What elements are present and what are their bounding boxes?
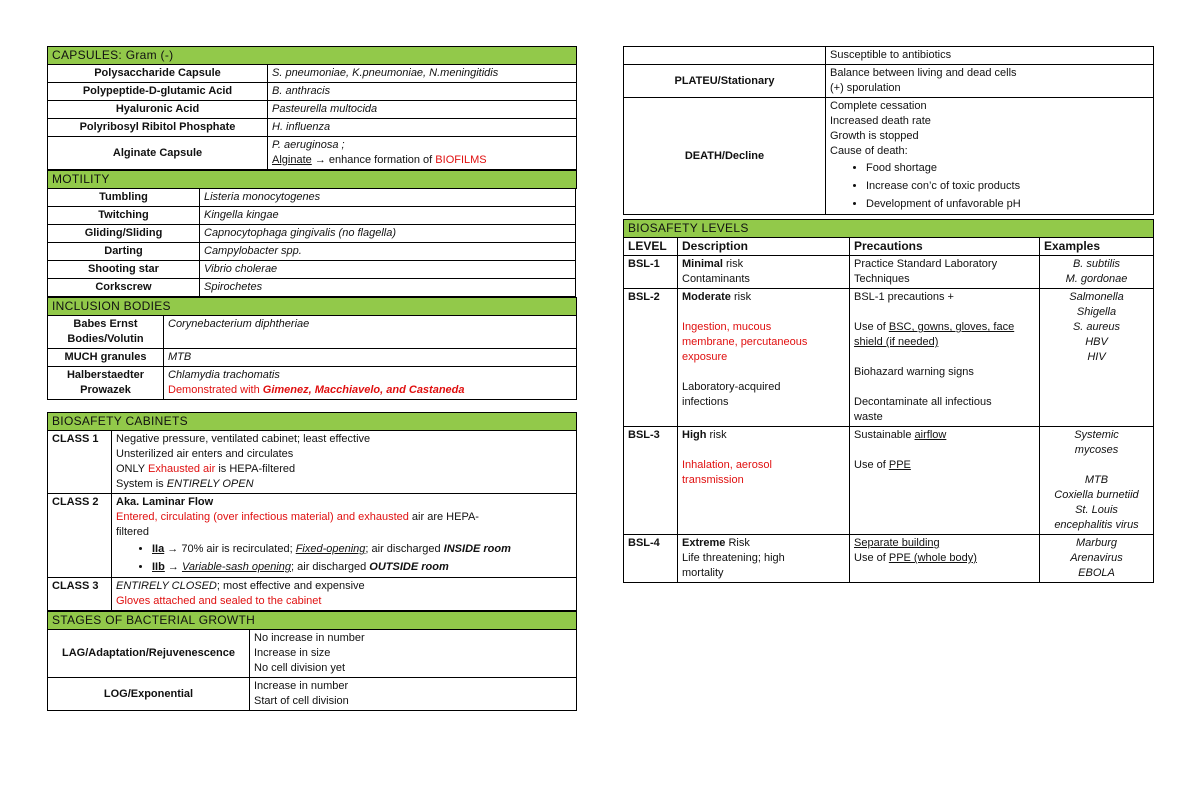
text: St. Louis xyxy=(1075,504,1118,516)
arrow-icon: → xyxy=(314,154,326,166)
motility-name: Darting xyxy=(48,243,200,261)
text: Biohazard warning signs xyxy=(854,366,974,378)
text: ; air discharged xyxy=(365,543,444,555)
spacer xyxy=(576,207,577,225)
class3-line: Gloves attached and sealed to the cabinet xyxy=(116,595,322,607)
list-item: • Development of unfavorable pH xyxy=(866,195,1149,213)
text: ONLY xyxy=(116,463,148,475)
text: Decontaminate all infectious xyxy=(854,396,992,408)
text: Balance between living and dead cells xyxy=(830,67,1017,79)
class1-line: Unsterilized air enters and circulates xyxy=(116,448,294,460)
text: Entered, circulating (over infectious material) and exhausted xyxy=(116,511,409,523)
text: Contaminants xyxy=(682,273,750,285)
motility-title: MOTILITY xyxy=(48,171,577,189)
text: IIb xyxy=(152,561,165,573)
growth-title: STAGES OF BACTERIAL GROWTH xyxy=(48,612,577,630)
text: Laboratory-acquired xyxy=(682,381,781,393)
text: Systemic xyxy=(1074,429,1119,441)
table-row xyxy=(48,137,577,170)
demo-names: Gimenez, Macchiavelo, and Castaneda xyxy=(262,384,465,396)
spacer xyxy=(1044,458,1149,473)
text: risk xyxy=(722,258,744,270)
motility-name: Corkscrew xyxy=(48,279,200,297)
inclusion-name xyxy=(48,316,164,349)
table-row xyxy=(48,243,577,261)
class-label: CLASS 1 xyxy=(48,431,112,494)
text: exposure xyxy=(682,351,728,363)
spacer xyxy=(854,305,1035,320)
class1-line: Negative pressure, ventilated cabinet; least effective xyxy=(116,433,371,445)
text: transmission xyxy=(682,474,744,486)
inclusion-organism: Corynebacterium diphtheriae xyxy=(164,316,577,349)
table-row xyxy=(624,65,1154,98)
chlamydia-text: Chlamydia trachomatis xyxy=(168,369,280,381)
class-description xyxy=(112,431,577,494)
text: Increase in size xyxy=(254,647,331,659)
capsule-organism: S. pneumoniae, K.pneumoniae, N.meningitidis xyxy=(268,65,577,83)
text: Increased death rate xyxy=(830,115,931,127)
text: mycoses xyxy=(1074,444,1119,456)
spacer xyxy=(576,261,577,279)
table-row xyxy=(48,101,577,119)
text: waste xyxy=(854,411,883,423)
table-row xyxy=(48,279,577,297)
spacer xyxy=(682,305,845,320)
table-row xyxy=(48,678,577,711)
text: Inhalation, aerosol xyxy=(682,459,772,471)
text: Shigella xyxy=(1076,306,1117,318)
cabinets-table xyxy=(47,412,577,611)
text: B. subtilis xyxy=(1072,258,1121,270)
biosafety-levels-table xyxy=(623,219,1154,583)
text: S. aureus xyxy=(1072,321,1121,333)
text: OUTSIDE room xyxy=(369,561,449,573)
growth-table xyxy=(47,611,577,711)
text: air are HEPA- xyxy=(408,511,479,523)
column-header: Examples xyxy=(1040,238,1154,256)
table-row xyxy=(624,535,1154,583)
death-causes xyxy=(830,159,1149,213)
table-row xyxy=(624,47,1154,65)
class1-line xyxy=(116,477,572,492)
motility-organism: Campylobacter spp. xyxy=(200,243,576,261)
stage-label: PLATEU/Stationary xyxy=(624,65,826,98)
text: High xyxy=(682,429,707,441)
text: Fixed-opening xyxy=(295,543,366,555)
table-row xyxy=(48,261,577,279)
level-label: BSL-2 xyxy=(624,289,678,427)
text: Cause of death: xyxy=(830,145,908,157)
level-label: BSL-3 xyxy=(624,427,678,535)
inclusion-name: MUCH granules xyxy=(48,349,164,367)
text: PPE xyxy=(888,459,911,471)
motility-organism: Kingella kingae xyxy=(200,207,576,225)
table-row xyxy=(624,289,1154,427)
motility-organism: Capnocytophaga gingivalis (no flagella) xyxy=(200,225,576,243)
text: (+) sporulation xyxy=(830,82,901,94)
text: Moderate xyxy=(682,291,731,303)
text: is HEPA-filtered xyxy=(215,463,296,475)
spacer xyxy=(854,443,1035,458)
text: PPE (whole body) xyxy=(888,552,977,564)
capsules-title: CAPSULES: Gram (-) xyxy=(48,47,577,65)
column-header: Description xyxy=(678,238,850,256)
level-label: BSL-4 xyxy=(624,535,678,583)
inclusion-organism: MTB xyxy=(164,349,577,367)
motility-organism: Listeria monocytogenes xyxy=(200,189,576,207)
text: Techniques xyxy=(854,273,910,285)
list-item: • Increase con’c of toxic products xyxy=(866,177,1149,195)
text: 70% air is recirculated; xyxy=(178,543,296,555)
text: Start of cell division xyxy=(254,695,349,707)
capsule-name: Hyaluronic Acid xyxy=(48,101,268,119)
level-examples xyxy=(1040,289,1154,427)
stage-description xyxy=(250,678,577,711)
class-label: CLASS 3 xyxy=(48,578,112,611)
stage-label: DEATH/Decline xyxy=(624,98,826,215)
table-row xyxy=(48,83,577,101)
text: ; air discharged xyxy=(291,561,370,573)
text: Separate building xyxy=(854,537,940,549)
stage-description xyxy=(250,630,577,678)
text: Growth is stopped xyxy=(830,130,919,142)
text: Practice Standard Laboratory xyxy=(854,258,998,270)
motility-name: Shooting star xyxy=(48,261,200,279)
text: IIa xyxy=(152,543,165,555)
spacer xyxy=(682,365,845,380)
stage-description xyxy=(826,65,1154,98)
capsule-name: Polypeptide-D-glutamic Acid xyxy=(48,83,268,101)
stage-description xyxy=(826,98,1154,215)
spacer xyxy=(682,443,845,458)
text: Use of xyxy=(854,321,889,333)
text: BSC, gowns, gloves, face xyxy=(888,321,1015,333)
text: INSIDE room xyxy=(443,543,511,555)
level-precautions xyxy=(850,535,1040,583)
text: Extreme xyxy=(682,537,726,549)
text: shield (if needed) xyxy=(854,336,939,348)
table-row xyxy=(48,630,577,678)
alginate-organism: P. aeruginosa ; xyxy=(272,139,345,151)
text: Life threatening; high xyxy=(682,552,785,564)
text: infections xyxy=(682,396,729,408)
text: System is xyxy=(116,478,167,490)
level-precautions xyxy=(850,289,1040,427)
text: Minimal xyxy=(682,258,723,270)
text: Sustainable xyxy=(854,429,915,441)
capsule-name: Alginate Capsule xyxy=(48,137,268,170)
motility-name: Twitching xyxy=(48,207,200,225)
level-precautions xyxy=(850,256,1040,289)
motility-organism: Spirochetes xyxy=(200,279,576,297)
text: risk xyxy=(706,429,727,441)
text: Complete cessation xyxy=(830,100,927,112)
text: No cell division yet xyxy=(254,662,346,674)
text: EBOLA xyxy=(1078,567,1115,579)
level-description xyxy=(678,427,850,535)
class2-subtypes xyxy=(116,540,572,576)
class-description xyxy=(112,494,577,578)
alginate-term: Alginate xyxy=(272,154,312,166)
level-examples xyxy=(1040,427,1154,535)
text: Use of xyxy=(854,459,889,471)
list-item: • Food shortage xyxy=(866,159,1149,177)
table-header-row xyxy=(624,238,1154,256)
list-item xyxy=(152,558,572,576)
text: Risk xyxy=(725,537,750,549)
halb-line-1: Halberstaedter xyxy=(66,369,145,381)
right-column xyxy=(623,46,1154,583)
table-row xyxy=(48,65,577,83)
capsule-name: Polyribosyl Ribitol Phosphate xyxy=(48,119,268,137)
level-description xyxy=(678,256,850,289)
level-description xyxy=(678,535,850,583)
demo-prefix: Demonstrated with xyxy=(168,384,263,396)
text: Salmonella xyxy=(1069,291,1124,303)
growth-table-continued xyxy=(623,46,1154,215)
motility-organism: Vibrio cholerae xyxy=(200,261,576,279)
class-description xyxy=(112,578,577,611)
table-row xyxy=(48,494,577,578)
arrow-icon: → xyxy=(167,561,179,573)
text: HIV xyxy=(1087,351,1106,363)
spacer xyxy=(576,279,577,297)
biofilms-text: BIOFILMS xyxy=(435,154,487,166)
stage-label: LOG/Exponential xyxy=(48,678,250,711)
spacer xyxy=(854,380,1035,395)
table-row xyxy=(48,225,577,243)
stage-label xyxy=(624,47,826,65)
capsule-name: Polysaccharide Capsule xyxy=(48,65,268,83)
inclusion-table xyxy=(47,297,577,400)
class2-line: Aka. Laminar Flow xyxy=(116,496,214,508)
capsule-organism: B. anthracis xyxy=(268,83,577,101)
text: Marburg xyxy=(1076,537,1117,549)
text: HBV xyxy=(1085,336,1108,348)
table-row xyxy=(624,427,1154,535)
class-label: CLASS 2 xyxy=(48,494,112,578)
table-row xyxy=(48,349,577,367)
table-row xyxy=(48,207,577,225)
stage-label: LAG/Adaptation/Rejuvenescence xyxy=(48,630,250,678)
stage-description: Susceptible to antibiotics xyxy=(826,47,1154,65)
table-row xyxy=(48,189,577,207)
text: ENTIRELY OPEN xyxy=(166,478,254,490)
text: encephalitis virus xyxy=(1054,519,1139,531)
spacer xyxy=(576,225,577,243)
table-row xyxy=(48,316,577,349)
capsule-organism: H. influenza xyxy=(268,119,577,137)
capsule-organism: Pasteurella multocida xyxy=(268,101,577,119)
halb-line-2: Prowazek xyxy=(80,384,131,396)
levels-title: BIOSAFETY LEVELS xyxy=(624,220,1154,238)
text: risk xyxy=(730,291,752,303)
table-row xyxy=(48,367,577,400)
text: Variable-sash opening xyxy=(181,561,292,573)
alginate-text: enhance formation of xyxy=(325,154,436,166)
arrow-icon: → xyxy=(167,543,179,555)
column-header: LEVEL xyxy=(624,238,678,256)
text: BSL-1 precautions + xyxy=(854,291,954,303)
table-row xyxy=(48,578,577,611)
capsules-table xyxy=(47,46,577,170)
motility-name: Gliding/Sliding xyxy=(48,225,200,243)
text: ENTIRELY CLOSED xyxy=(116,580,217,592)
left-column xyxy=(47,46,577,711)
class2-line: filtered xyxy=(116,526,150,538)
text: M. gordonae xyxy=(1065,273,1128,285)
spacer xyxy=(576,189,577,207)
level-label: BSL-1 xyxy=(624,256,678,289)
level-description xyxy=(678,289,850,427)
motility-name: Tumbling xyxy=(48,189,200,207)
text: mortality xyxy=(682,567,724,579)
text: ; most effective and expensive xyxy=(216,580,365,592)
text: Arenavirus xyxy=(1070,552,1123,564)
text: membrane, percutaneous xyxy=(682,336,808,348)
babes-line-2: Bodies/Volutin xyxy=(67,333,144,345)
exhausted-air-text: Exhausted air xyxy=(148,463,216,475)
table-row xyxy=(48,119,577,137)
spacer xyxy=(854,350,1035,365)
class3-line xyxy=(116,579,572,594)
inclusion-organism xyxy=(164,367,577,400)
spacer xyxy=(576,243,577,261)
cabinets-title: BIOSAFETY CABINETS xyxy=(48,413,577,431)
text: Coxiella burnetiid xyxy=(1054,489,1139,501)
column-header: Precautions xyxy=(850,238,1040,256)
table-row xyxy=(48,431,577,494)
spacer xyxy=(47,400,577,412)
text: No increase in number xyxy=(254,632,365,644)
text: Increase in number xyxy=(254,680,349,692)
table-row xyxy=(624,98,1154,215)
level-examples xyxy=(1040,535,1154,583)
class1-line xyxy=(116,462,572,477)
text: Ingestion, mucous xyxy=(682,321,772,333)
text: MTB xyxy=(1084,474,1109,486)
capsule-organism xyxy=(268,137,577,170)
text: airflow xyxy=(914,429,947,441)
level-examples xyxy=(1040,256,1154,289)
motility-table xyxy=(47,170,577,297)
inclusion-title: INCLUSION BODIES xyxy=(48,298,577,316)
list-item xyxy=(152,540,572,558)
class2-line xyxy=(116,510,572,525)
table-row xyxy=(624,256,1154,289)
inclusion-name xyxy=(48,367,164,400)
babes-line-1: Babes Ernst xyxy=(73,318,138,330)
text: Use of xyxy=(854,552,889,564)
level-precautions xyxy=(850,427,1040,535)
